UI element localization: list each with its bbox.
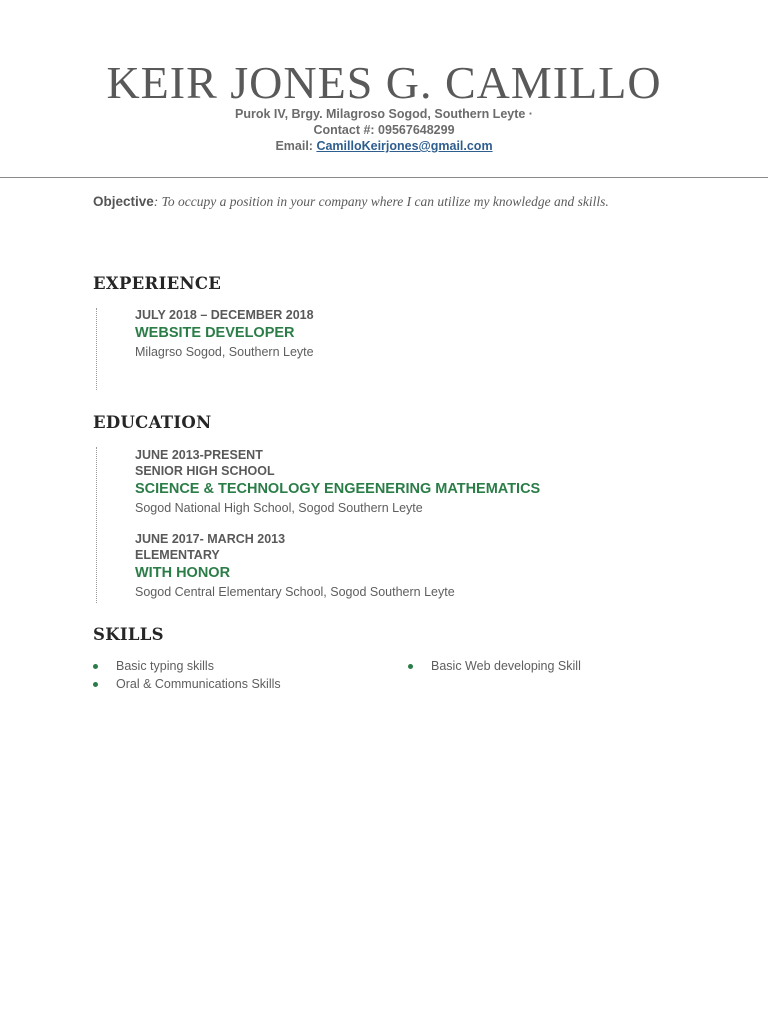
entry-date: JULY 2018 – DECEMBER 2018: [135, 308, 314, 322]
skills-heading: SKILLS: [93, 625, 164, 644]
skill-label: Basic Web developing Skill: [431, 659, 581, 673]
skill-label: Oral & Communications Skills: [116, 677, 281, 691]
bullet-icon: [93, 664, 98, 669]
skill-item: [116, 677, 281, 691]
email-link[interactable]: CamilloKeirjones@gmail.com: [316, 139, 493, 153]
entry-role: WEBSITE DEVELOPER: [135, 325, 295, 341]
education-timeline-line: [96, 447, 97, 603]
email-line: [0, 139, 768, 153]
entry-date: JUNE 2013-PRESENT: [135, 448, 263, 462]
skill-item: [431, 659, 581, 673]
skill-item: [116, 659, 214, 673]
entry-level: SENIOR HIGH SCHOOL: [135, 464, 275, 478]
entry-place: Milagrso Sogod, Southern Leyte: [135, 345, 314, 359]
candidate-name: KEIR JONES G. CAMILLO: [106, 57, 662, 108]
entry-role: WITH HONOR: [135, 565, 231, 581]
education-heading: EDUCATION: [93, 413, 212, 432]
experience-timeline-line: [96, 308, 97, 390]
entry-level: ELEMENTARY: [135, 548, 220, 562]
entry-date: JUNE 2017- MARCH 2013: [135, 532, 286, 546]
experience-entry: [135, 307, 695, 361]
objective-paragraph: [93, 193, 673, 210]
bullet-icon: [408, 664, 413, 669]
entry-role: SCIENCE & TECHNOLOGY ENGEENERING MATHEMATICS: [135, 481, 541, 497]
entry-place: Sogod National High School, Sogod Southern Leyte: [135, 501, 423, 515]
entry-place: Sogod Central Elementary School, Sogod Southern Leyte: [135, 585, 455, 599]
header-divider: [0, 177, 768, 178]
education-entry: [135, 447, 695, 517]
skill-label: Basic typing skills: [116, 659, 214, 673]
contact-number: Contact #: 09567648299: [313, 123, 455, 137]
address-line: Purok IV, Brgy. Milagroso Sogod, Southern Leyte ·: [235, 107, 533, 121]
email-label: Email:: [275, 139, 317, 153]
education-entry: [135, 531, 695, 601]
bullet-icon: [93, 682, 98, 687]
experience-heading: EXPERIENCE: [93, 274, 222, 293]
objective-text: : To occupy a position in your company where I can utilize my knowledge and skills.: [153, 194, 609, 209]
objective-label: Objective: [93, 194, 154, 209]
